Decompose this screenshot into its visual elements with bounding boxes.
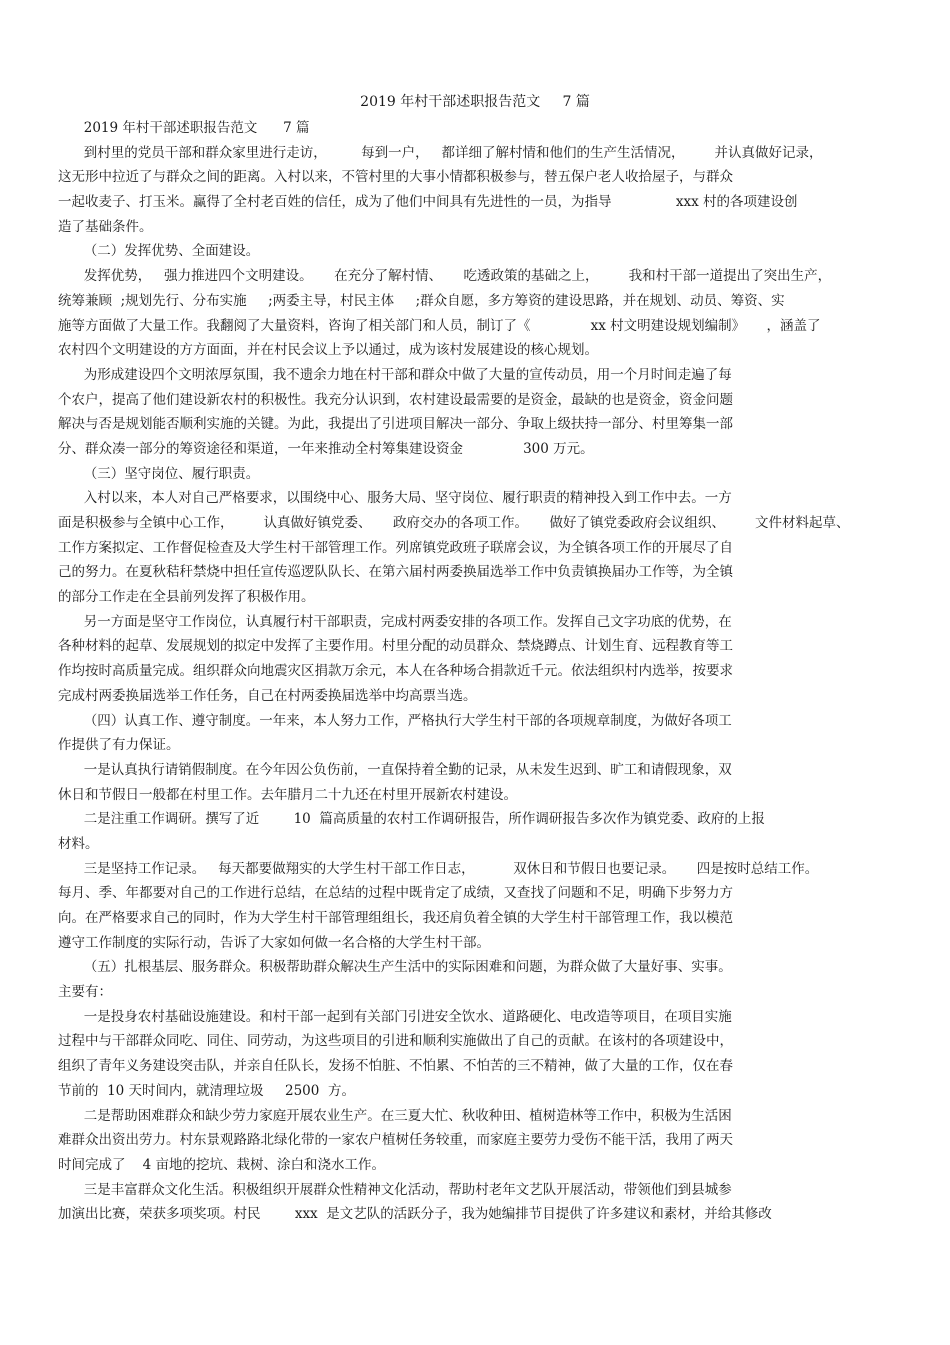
text-line: 遵守工作制度的实际行动，告诉了大家如何做一名合格的大学生村干部。 <box>58 934 490 951</box>
text-line: 一起收麦子、打玉米。赢得了全村老百姓的信任，成为了他们中间具有先进性的一员，为指导 xxx 村的各项建设创 <box>58 194 798 211</box>
text-line: 二是注重工作调研。撰写了近 10 篇高质量的农村工作调研报告，所作调研报告多次作为镇党委、政府的上报 <box>58 811 765 828</box>
text-line: （五）扎根基层、服务群众。积极帮助群众解决生产生活中的实际困难和问题，为群众做了大量好事、实事。 <box>58 959 732 976</box>
text-line: 难群众出资出劳力。村东景观路路北绿化带的一家农户植树任务较重，而家庭主要劳力受伤不能干活，我用了两天 <box>58 1132 733 1149</box>
text-line: 统筹兼顾 ;规划先行、分布实施 ;两委主导，村民主体 ;群众自愿，多方筹资的建设思路，并在规划、动员、筹资、实 <box>58 292 785 309</box>
text-line: 三是丰富群众文化生活。积极组织开展群众性精神文化活动，帮助村老年文艺队开展活动，带领他们到县城参 <box>58 1181 732 1198</box>
text-line: 向。在严格要求自己的同时，作为大学生村干部管理组组长，我还肩负着全镇的大学生村干部管理工作，我以模范 <box>58 910 733 926</box>
text-line: 这无形中拉近了与群众之间的距离。入村以来，不管村里的大事小情都积极参与，替五保户老人收拾屋子，与群众 <box>58 169 733 186</box>
text-line: 入村以来，本人对自己严格要求，以围绕中心、服务大局、坚守岗位、履行职责的精神投入到工作中去。一方 <box>58 490 732 507</box>
text-line: 农村四个文明建设的方方面面，并在村民会议上予以通过，成为该村发展建设的核心规划。 <box>58 342 598 359</box>
text-line: 2019 年村干部述职报告范文 7 篇 <box>58 120 310 136</box>
text-line: 面是积极参与全镇中心工作， 认真做好镇党委、 政府交办的各项工作。 做好了镇党委政府会议组织、 文件材料起草、 <box>58 515 850 531</box>
text-line: 个农户，提高了他们建设新农村的积极性。我充分认识到，农村建设最需要的是资金，最缺的也是资金，资金问题 <box>58 391 733 408</box>
text-line: 二是帮助困难群众和缺少劳力家庭开展农业生产。在三夏大忙、秋收种田、植树造林等工作中，积极为生活困 <box>58 1107 732 1124</box>
text-line: 工作方案拟定、工作督促检查及大学生村干部管理工作。列席镇党政班子联席会议，为全镇各项工作的开展尽了自 <box>58 539 733 556</box>
text-line: 主要有： <box>58 984 112 1001</box>
text-line: 造了基础条件。 <box>58 218 153 235</box>
text-line: 每月、季、年都要对自己的工作进行总结，在总结的过程中既肯定了成绩，又查找了问题和不足，明确下步努力方 <box>58 885 733 902</box>
text-line: 材料。 <box>58 835 99 852</box>
text-line: 时间完成了 4 亩地的挖坑、栽树、涂白和浇水工作。 <box>58 1156 386 1173</box>
text-line: 节前的 10 天时间内，就清理垃圾 2500 方。 <box>58 1082 355 1099</box>
text-line: 过程中与干部群众同吃、同住、同劳动，为这些项目的引进和顺利实施做出了自己的贡献。在该村的各项建设中， <box>58 1033 733 1050</box>
text-line: 作均按时高质量完成。组织群众向地震灾区捐款万余元，本人在各种场合捐款近千元。依法组织村内选举，按要求 <box>58 663 733 680</box>
text-line: 加演出比赛，荣获多项奖项。村民 xxx 是文艺队的活跃分子，我为她编排节目提供了许多建议和素材，并给其修改 <box>58 1206 772 1223</box>
text-line: 己的努力。在夏秋秸秆禁烧中担任宣传巡逻队队长、在第六届村两委换届选举工作中负责镇换届办工作等，为全镇 <box>58 564 733 581</box>
text-line: 完成村两委换届选举工作任务，自己在村两委换届选举中均高票当选。 <box>58 687 477 704</box>
text-line: 一是认真执行请销假制度。在今年因公负伤前，一直保持着全勤的记录，从未发生迟到、旷工和请假现象，双 <box>58 761 732 778</box>
text-line: （四）认真工作、遵守制度。一年来，本人努力工作，严格执行大学生村干部的各项规章制度，为做好各项工 <box>58 712 732 729</box>
text-line: 为形成建设四个文明浓厚氛围，我不遗余力地在村干部和群众中做了大量的宣传动员，用一个月时间走遍了每 <box>58 366 732 383</box>
text-line: 发挥优势， 强力推进四个文明建设。 在充分了解村情、 吃透政策的基础之上， 我和村干部一道提出了突出生产， <box>58 268 832 285</box>
text-line: 三是坚持工作记录。 每天都要做翔实的大学生村干部工作日志， 双休日和节假日也要记录。 四是按时总结工作。 <box>58 860 819 877</box>
text-line: 组织了青年义务建设突击队，并亲自任队长，发扬不怕脏、不怕累、不怕苦的三不精神，做了大量的工作，仅在春 <box>58 1058 733 1075</box>
text-line: 作提供了有力保证。 <box>58 737 180 754</box>
text-line: 分、群众凑一部分的筹资途径和渠道，一年来推动全村筹集建设资金 300 万元。 <box>58 440 594 457</box>
text-line: 一是投身农村基础设施建设。和村干部一起到有关部门引进安全饮水、道路硬化、电改造等项目，在项目实施 <box>58 1008 732 1025</box>
text-line: 施等方面做了大量工作。我翻阅了大量资料，咨询了相关部门和人员，制订了《 xx 村文明建设规划编制》 ，涵盖了 <box>58 317 821 334</box>
document-title: 2019 年村干部述职报告范文 7 篇 <box>360 94 590 110</box>
text-line: （二）发挥优势、全面建设。 <box>58 243 260 260</box>
text-line: 另一方面是坚守工作岗位，认真履行村干部职责，完成村两委安排的各项工作。发挥自己文字功底的优势，在 <box>58 613 732 630</box>
document-body <box>58 116 888 1227</box>
text-line: 休日和节假日一般都在村里工作。去年腊月二十九还在村里开展新农村建设。 <box>58 786 517 803</box>
text-line: 到村里的党员干部和群众家里进行走访， 每到一户， 都详细了解村情和他们的生产生活情况， 并认真做好记录， <box>58 144 823 161</box>
text-line: 各种材料的起草、发展规划的拟定中发挥了主要作用。村里分配的动员群众、禁烧蹲点、计划生育、远程教育等工 <box>58 638 733 655</box>
text-line: （三）坚守岗位、履行职责。 <box>58 465 260 482</box>
text-line: 解决与否是规划能否顺利实施的关键。为此，我提出了引进项目解决一部分、争取上级扶持一部分、村里筹集一部 <box>58 416 733 433</box>
text-line: 的部分工作走在全县前列发挥了积极作用。 <box>58 589 315 606</box>
